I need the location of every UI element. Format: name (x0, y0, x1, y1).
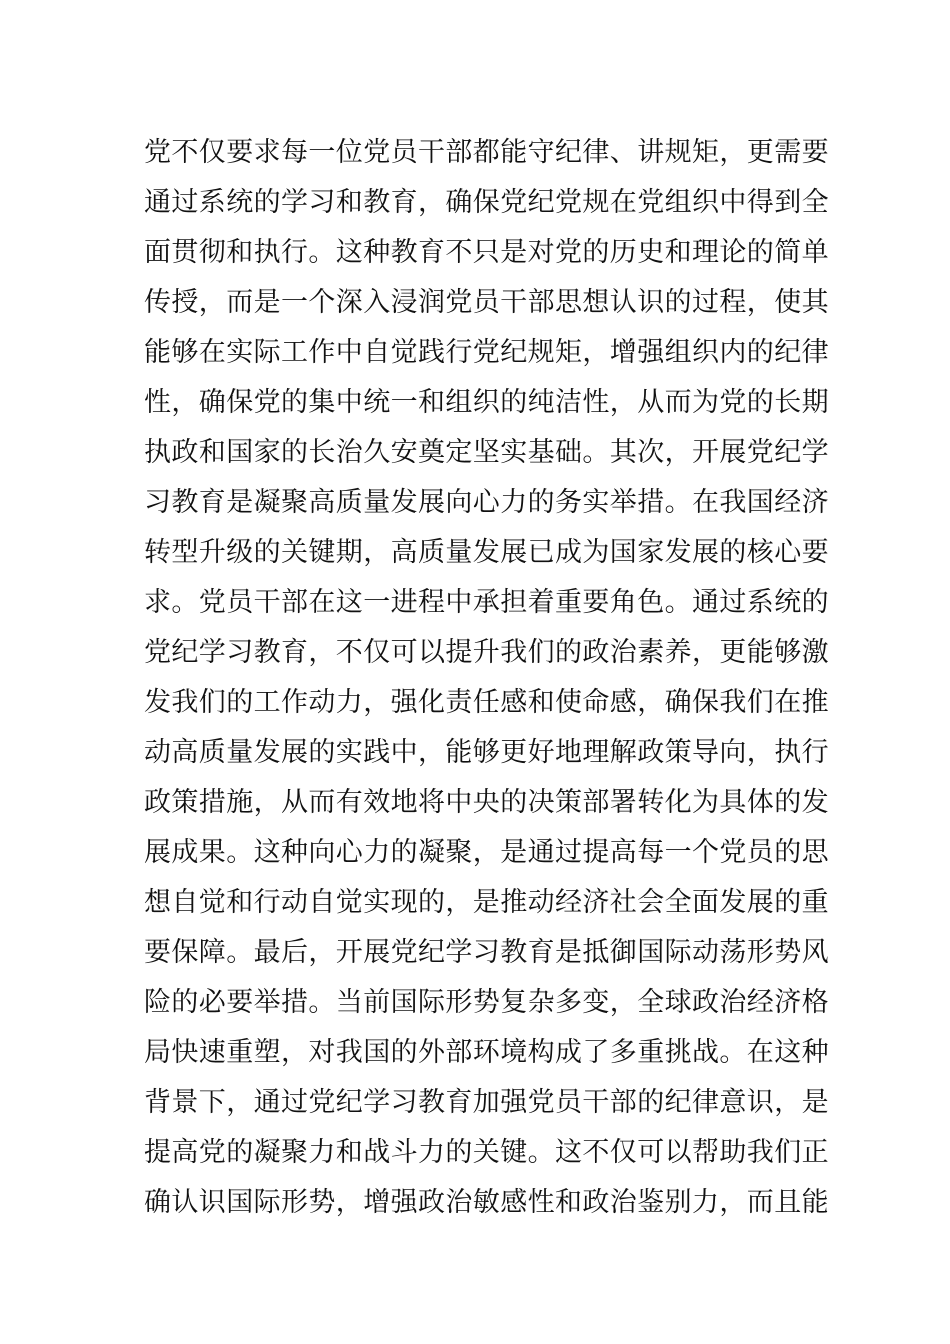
text-line: 转型升级的关键期，高质量发展已成为国家发展的核心要 (144, 537, 829, 568)
text-line: 习教育是凝聚高质量发展向心力的务实举措。在我国经济 (144, 487, 829, 518)
text-line: 党纪学习教育，不仅可以提升我们的政治素养，更能够激 (144, 637, 829, 668)
text-line: 能够在实际工作中自觉践行党纪规矩，增强组织内的纪律 (144, 337, 829, 368)
text-line: 险的必要举措。当前国际形势复杂多变，全球政治经济格 (144, 987, 829, 1018)
text-line: 传授，而是一个深入浸润党员干部思想认识的过程，使其 (144, 287, 829, 318)
text-line: 确认识国际形势，增强政治敏感性和政治鉴别力，而且能 (144, 1187, 829, 1218)
text-line: 党不仅要求每一位党员干部都能守纪律、讲规矩，更需要 (144, 137, 829, 168)
text-line: 局快速重塑，对我国的外部环境构成了多重挑战。在这种 (144, 1037, 829, 1068)
text-line: 展成果。这种向心力的凝聚，是通过提高每一个党员的思 (144, 837, 829, 868)
text-line: 动高质量发展的实践中，能够更好地理解政策导向，执行 (144, 737, 829, 768)
text-line: 要保障。最后，开展党纪学习教育是抵御国际动荡形势风 (144, 937, 829, 968)
text-line: 提高党的凝聚力和战斗力的关键。这不仅可以帮助我们正 (144, 1137, 829, 1168)
text-line: 政策措施，从而有效地将中央的决策部署转化为具体的发 (144, 787, 829, 818)
text-line: 发我们的工作动力，强化责任感和使命感，确保我们在推 (144, 687, 829, 718)
text-line: 面贯彻和执行。这种教育不只是对党的历史和理论的简单 (144, 237, 829, 268)
body-paragraph (144, 128, 829, 1228)
text-line: 性，确保党的集中统一和组织的纯洁性，从而为党的长期 (144, 387, 829, 418)
text-line: 求。党员干部在这一进程中承担着重要角色。通过系统的 (144, 587, 829, 618)
text-line: 执政和国家的长治久安奠定坚实基础。其次，开展党纪学 (144, 437, 829, 468)
text-line: 想自觉和行动自觉实现的，是推动经济社会全面发展的重 (144, 887, 829, 918)
text-line: 背景下，通过党纪学习教育加强党员干部的纪律意识，是 (144, 1087, 829, 1118)
text-line: 通过系统的学习和教育，确保党纪党规在党组织中得到全 (144, 187, 829, 218)
